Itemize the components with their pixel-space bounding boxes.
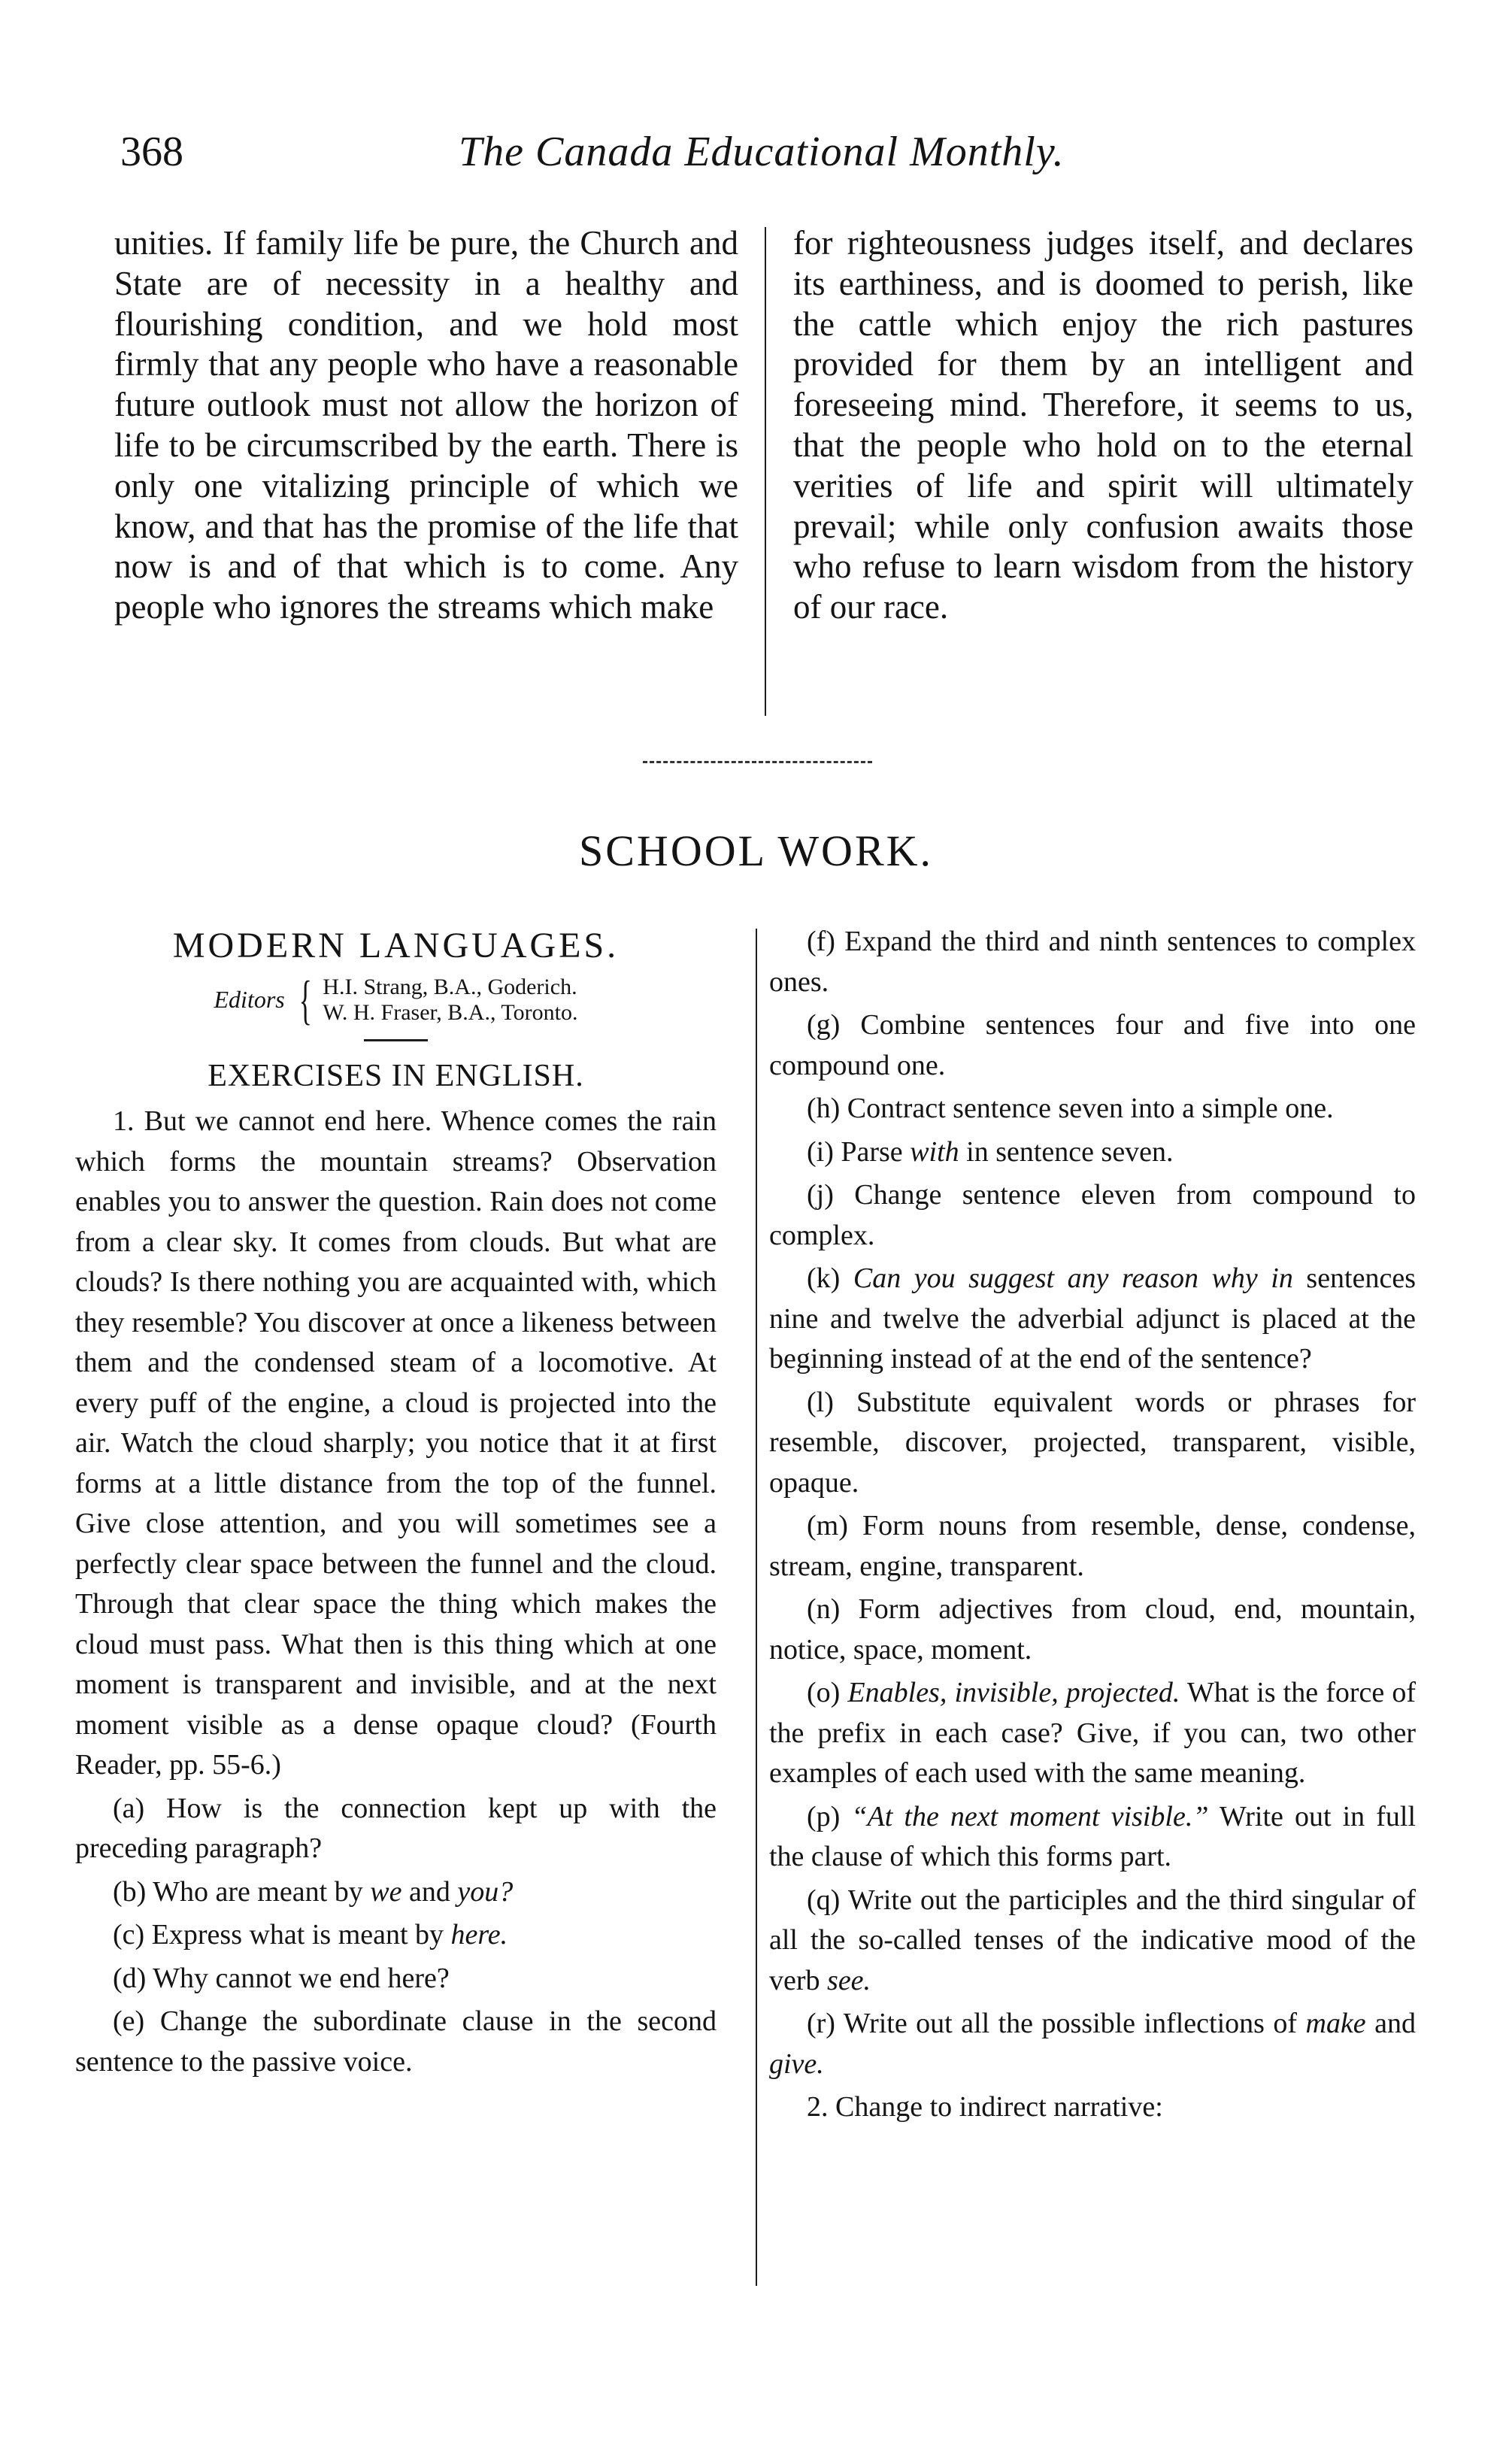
editor-fraser: W. H. Fraser, B.A., Toronto. (323, 1000, 578, 1025)
bottom-left-column (75, 923, 717, 2085)
column-divider-bottom (756, 929, 757, 2286)
question-b-you: you? (457, 1875, 514, 1908)
question-o (769, 1673, 1416, 1794)
question-k-end: sentences nine and twelve the adverbial adjunct is placed at the beginning instead of at the end of the sentence? (769, 1262, 1417, 1375)
question-p-end: Write out in full the clause of which this forms part. (769, 1800, 1416, 1872)
question-i-text: (i) Parse (807, 1135, 903, 1168)
top-right-column (793, 223, 1414, 628)
short-rule (364, 1039, 428, 1041)
question-p (769, 1797, 1416, 1878)
question-f: (f) Expand the third and ninth sentences to complex ones. (769, 926, 1416, 998)
question-k-italic: Can you suggest any reason why in (853, 1262, 1293, 1294)
question-r-make: make (1305, 2008, 1366, 2039)
question-o-end: What is the force of the prefix in each case? Give, if you can, two other examples of each used with the same meaning. (769, 1677, 1416, 1789)
running-title: The Canada Educational Monthly. (459, 129, 1065, 175)
question-a: (a) How is the connection kept up with the preceding paragraph? (75, 1792, 717, 1864)
question-e: (e) Change the subordinate clause in the second sentence to the passive voice. (75, 2005, 717, 2078)
question-b-we: we (370, 1875, 402, 1908)
question-k (769, 1259, 1416, 1380)
top-left-paragraph: unities. If family life be pure, the Church and State are of necessity in a healthy and flourishing condition, and we hold most firmly that any people who have a reasonable future outlook must not allow the horizon of life to be circumscribed by the earth. There is only one vitalizing principle of which we know, and that has the promise of the life that now is and of that which is to come. Any people who ignores the streams which make (114, 224, 738, 626)
top-left-column (114, 223, 738, 628)
modern-languages-heading: MODERN LANGUAGES. (172, 926, 620, 965)
question-b-text: (b) Who are meant by (113, 1875, 363, 1908)
question-r-and: and (1374, 2008, 1417, 2039)
question-i-end: in sentence seven. (966, 1135, 1174, 1168)
question-q-text: (q) Write out the participles and the third singular of all the so-called tenses of the indicative mood of the verb (769, 1884, 1416, 1996)
section-separator-rule (643, 761, 872, 763)
editors-label: Editors (214, 986, 285, 1014)
editor-list (323, 974, 577, 1026)
question-c-text: (c) Express what is meant by (113, 1919, 444, 1951)
exercise-passage: 1. But we cannot end here. Whence comes the rain which forms the mountain streams? Observation enables you to answer the question. Rain does not come from a clear sky. It comes from clouds. But what are clouds? Is there nothing you are acquainted with, which they resemble? You discover at once a likeness between them and the condensed steam of a locomotive. At every puff of the engine, a cloud is projected into the air. Watch the cloud sharply; you notice that it at first forms at a little distance from the top of the funnel. Give close attention, and you will sometimes see a perfectly clear space between the funnel and the cloud. Through that clear space the thing which makes the cloud must pass. What then is this thing which at one moment is transparent and invisible, and at the next moment visible as a dense opaque cloud? (Fourth Reader, pp. 55-6.) (75, 1105, 717, 1781)
question-i (769, 1132, 1416, 1173)
bottom-right-column (769, 922, 1416, 2131)
top-right-paragraph: for righteousness judges itself, and declares its earthiness, and is doomed to perish, like the cattle which enjoy the rich pastures provided for them by an intelligent and foreseeing mind. Therefore, it seems to us, that the people who hold on to the eternal verities of life and spirit will ultimately prevail; while only confusion awaits those who refuse to learn wisdom from the history of our race. (793, 224, 1414, 626)
question-l: (l) Substitute equivalent words or phrases for resemble, discover, projected, transparent, visible, opaque. (769, 1386, 1416, 1499)
page-header (120, 128, 1368, 188)
question-g: (g) Combine sentences four and five into one compound one. (769, 1009, 1416, 1081)
question-m: (m) Form nouns from resemble, dense, condense, stream, engine, transparent. (769, 1510, 1416, 1582)
question-j: (j) Change sentence eleven from compound to complex. (769, 1179, 1416, 1251)
question-r-text: (r) Write out all the possible inflections of (807, 2008, 1298, 2039)
column-divider-top (765, 227, 766, 716)
question-i-with: with (910, 1135, 959, 1168)
question-h: (h) Contract sentence seven into a simple one. (807, 1093, 1334, 1124)
question-r-give: give. (769, 2048, 824, 2080)
editors-block (75, 970, 717, 1030)
question-p-label: (p) (807, 1800, 841, 1832)
page-number: 368 (120, 129, 183, 175)
question-p-italic: “At the next moment visible.” (851, 1800, 1209, 1832)
question-c-here: here. (450, 1919, 508, 1951)
question-b-and: and (408, 1875, 450, 1908)
exercises-heading: EXERCISES IN ENGLISH. (208, 1059, 584, 1093)
question-n: (n) Form adjectives from cloud, end, mountain, notice, space, moment. (769, 1593, 1416, 1666)
question-q (769, 1881, 1416, 2002)
question-o-label: (o) (807, 1677, 841, 1708)
question-b (75, 1872, 717, 1913)
section-heading: SCHOOL WORK. (578, 826, 934, 875)
question-d: (d) Why cannot we end here? (113, 1962, 450, 1994)
question-q-see: see. (827, 1964, 871, 1996)
question-c (75, 1915, 717, 1956)
question-r (769, 2004, 1416, 2084)
question-k-label: (k) (807, 1262, 841, 1294)
question-o-italic: Enables, invisible, projected. (847, 1677, 1180, 1708)
editors-brace: { (298, 970, 312, 1030)
exercise-item-2: 2. Change to indirect narrative: (807, 2091, 1163, 2123)
editor-strang: H.I. Strang, B.A., Goderich. (323, 974, 577, 999)
